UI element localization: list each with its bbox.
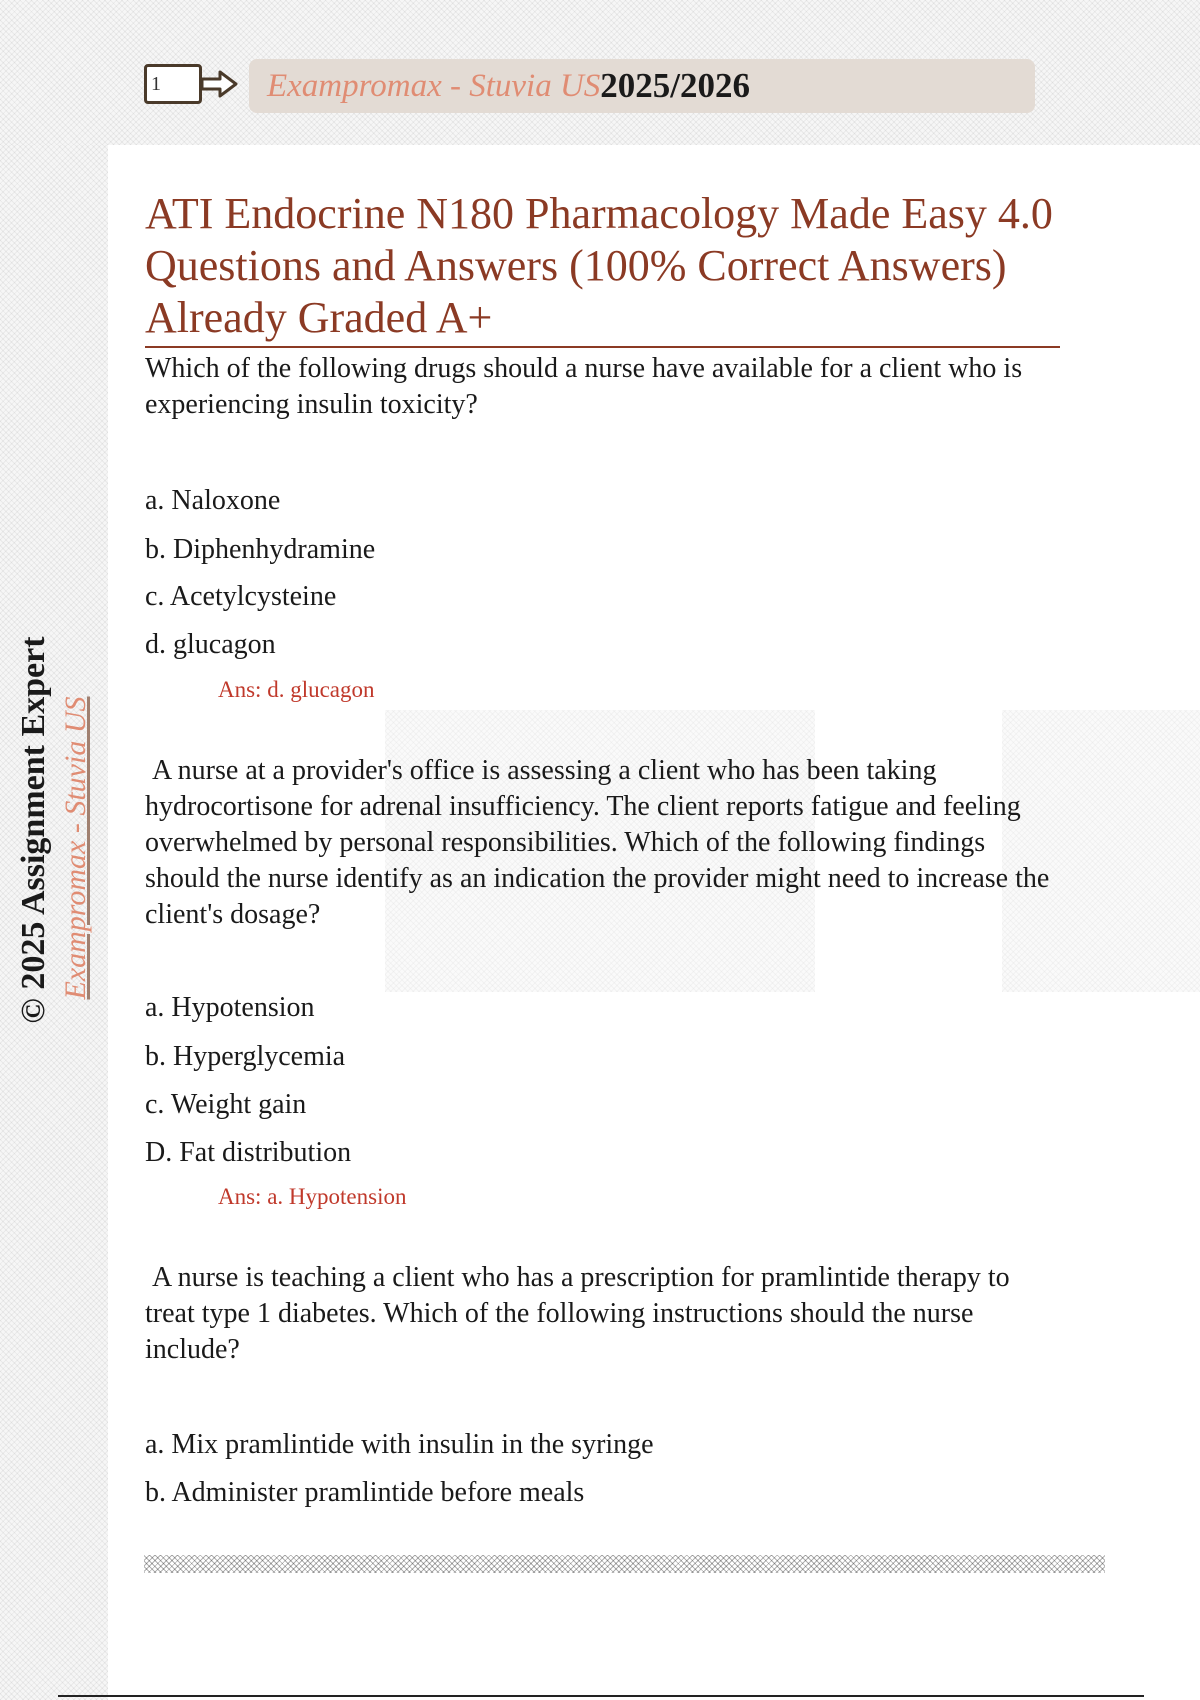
header-brand: Exampromax - Stuvia US: [267, 67, 601, 104]
question-3-text: A nurse is teaching a client who has a prescription for pramlintide therapy to treat type 1 diabetes. Which of the following instructions should the nurse include?: [145, 1262, 1010, 1365]
header-year: 2025/2026: [600, 66, 751, 105]
question-1-option-a: a. Naloxone: [145, 485, 281, 516]
question-2-text: A nurse at a provider's office is assessing a client who has been taking hydrocortisone for adrenal insufficiency. The client reports fatigue and feeling overwhelmed by personal responsibilities. Which of the following findings should the nurse identify as an indication the provider might need to increase the client's dosage?: [145, 755, 1050, 930]
sidebar-copyright: © 2025 Assignment Expert: [15, 636, 52, 1024]
question-2-option-c: c. Weight gain: [145, 1089, 307, 1120]
question-1-option-c: c. Acetylcysteine: [145, 581, 337, 612]
header-banner: [249, 59, 1035, 113]
question-2-option-a: a. Hypotension: [145, 992, 315, 1023]
footer-hatch-divider: [144, 1555, 1105, 1573]
question-1-text: Which of the following drugs should a nurse have available for a client who is experiencing insulin toxicity?: [145, 353, 1023, 420]
question-2-option-d: D. Fat distribution: [145, 1137, 352, 1168]
page-number: 1: [151, 73, 161, 95]
question-3-option-a: a. Mix pramlintide with insulin in the syringe: [145, 1429, 654, 1460]
question-2-option-b: b. Hyperglycemia: [145, 1041, 346, 1072]
question-1-option-b: b. Diphenhydramine: [145, 534, 376, 565]
document-title: ATI Endocrine N180 Pharmacology Made Easy 4.0 Questions and Answers (100% Correct Answers) Already Graded A+: [145, 188, 1060, 348]
bottom-rule: [58, 1695, 1144, 1697]
sidebar-brand: Exampromax - Stuvia US: [59, 696, 92, 1000]
arrow-right-icon: [200, 68, 240, 100]
question-2-answer: Ans: a. Hypotension: [218, 1184, 407, 1209]
page-number-box: [144, 64, 202, 104]
question-3-option-b: b. Administer pramlintide before meals: [145, 1477, 585, 1508]
question-1-answer: Ans: d. glucagon: [218, 677, 375, 702]
question-1-option-d: d. glucagon: [145, 629, 276, 660]
